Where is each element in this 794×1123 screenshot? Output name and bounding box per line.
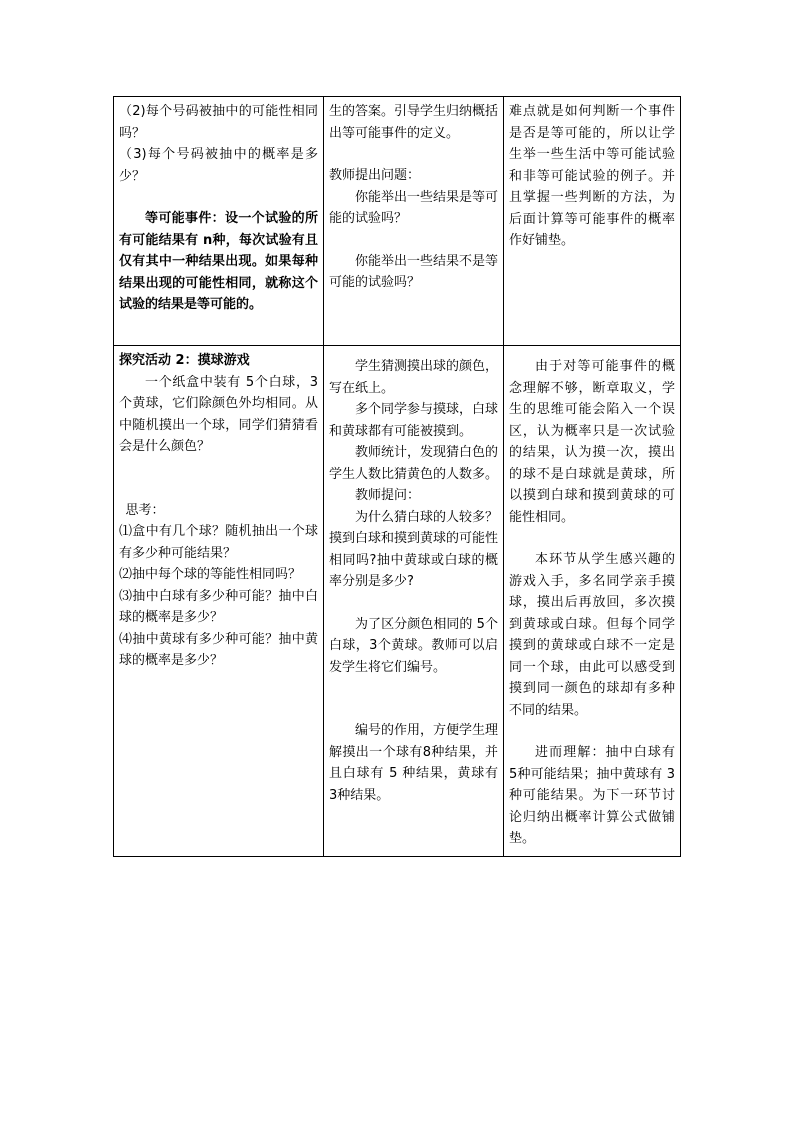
activity-cell xyxy=(324,346,504,857)
numbering-hint: 为了区分颜色相同的 5个白球，3个黄球。教师可以启发学生将它们编号。 xyxy=(329,616,498,675)
teacher-ask-why: 为什么猜白球的人较多？摸到白球和摸到黄球的可能性相同吗?抽中黄球或白球的概率分别是多少? xyxy=(329,509,499,589)
game-intent: 本环节从学生感兴趣的游戏入手，多名同学亲手摸球，摸出后再放回，多次摸到黄球或白球。但每个同学摸到的黄球或白球不一定是同一个球，由此可以感受到摸到同一颜色的球却有多种不同的结果。 xyxy=(509,552,675,718)
intent-cell xyxy=(504,97,681,346)
misconception-note: 由于对等可能事件的概念理解不够，断章取义，学生的思维可能会陷入一个误区，认为概率只是一次试验的结果，认为摸一次，摸出的球不是白球就是黄球，所以摸到白球和摸到黄球的可能性相同。 xyxy=(509,359,675,525)
lesson-plan-table xyxy=(113,96,681,857)
guide-text: 生的答案。引导学生归纳概括出等可能事件的定义。 xyxy=(329,104,499,141)
think-question-3: ⑶抽中白球有多少种可能？抽中白球的概率是多少？ xyxy=(119,588,318,625)
numbering-purpose: 编号的作用，方便学生理解摸出一个球有8种结果，并且白球有 5 种结果，黄球有 3种结果。 xyxy=(329,723,499,803)
activity-title: 探究活动 2：摸球游戏 xyxy=(119,353,250,368)
table-row xyxy=(114,346,681,857)
table-row xyxy=(114,97,681,346)
activity-intro: 一个纸盒中装有 5个白球，3个黄球，它们除颜色外均相同。从中随机摸出一个球，同学们猜猜看会是什么颜色？ xyxy=(119,374,318,454)
think-question-1: ⑴盒中有几个球？随机抽出一个球有多少种可能结果？ xyxy=(119,524,318,561)
think-question-4: ⑷抽中黄球有多少种可能？抽中黄球的概率是多少？ xyxy=(119,631,318,668)
think-label: 思考： xyxy=(125,502,165,518)
question-2: （2)每个号码被抽中的可能性相同吗？ xyxy=(119,104,318,141)
design-intent: 难点就是如何判断一个事件是否是等可能的，所以让学生举一些生活中等可能试验和非等可能试验的例子。并且掌握一些判断的方法，为后面计算等可能事件的概率作好铺垫。 xyxy=(509,104,675,248)
think-question-2: ⑵抽中每个球的等能性相同吗？ xyxy=(119,567,302,582)
further-understanding: 进而理解：抽中白球有 5种可能结果；抽中黄球有 3种可能结果。为下一环节讨论归纳出概率计算公式做铺垫。 xyxy=(509,745,675,846)
definition-equally-likely: 等可能事件：设一个试验的所有可能结果有 n种，每次试验有且仅有其中一种结果出现。如果每种结果出现的可能性相同，就称这个试验的结果是等可能的。 xyxy=(119,211,318,312)
teacher-ask-unequal: 你能举出一些结果不是等可能的试验吗？ xyxy=(329,253,499,290)
teacher-question-label: 教师提出问题： xyxy=(329,168,421,183)
student-draw: 多个同学参与摸球，白球和黄球都有可能被摸到。 xyxy=(329,402,499,439)
question-3: （3)每个号码被抽中的概率是多少？ xyxy=(119,147,318,184)
student-guess: 学生猜测摸出球的颜色，写在纸上。 xyxy=(329,359,499,396)
intent-cell xyxy=(504,346,681,857)
content-cell xyxy=(114,346,324,857)
activity-cell xyxy=(324,97,504,346)
teacher-ask-label: 教师提问： xyxy=(355,488,421,503)
teacher-stats: 教师统计，发现猜白色的学生人数比猜黄色的人数多。 xyxy=(329,445,499,482)
content-cell xyxy=(114,97,324,346)
teacher-ask-equal: 你能举出一些结果是等可能的试验吗？ xyxy=(329,189,499,226)
